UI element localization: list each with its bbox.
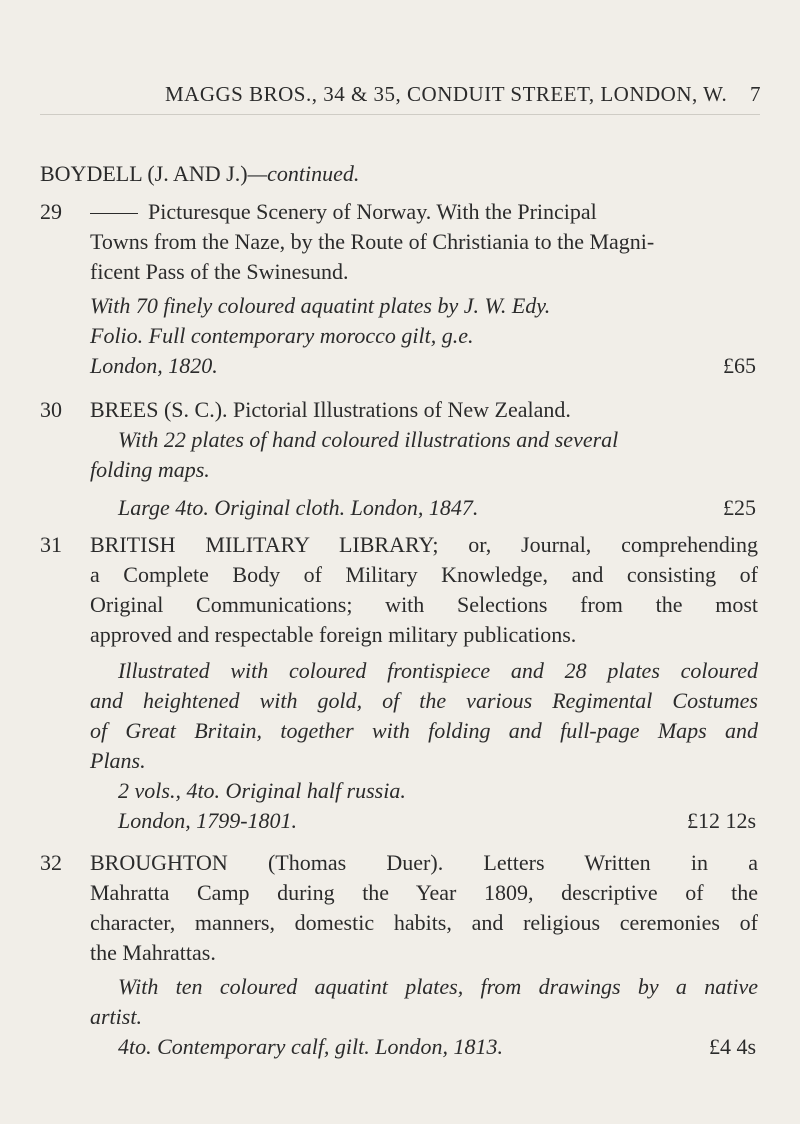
page-number: 7 (750, 82, 761, 106)
entry-number: 31 (40, 532, 62, 557)
entry-title-line: Towns from the Naze, by the Route of Christiania to the Magni- (90, 229, 655, 254)
entry-illustrations: and heightened with gold, of the various Regimental Costumes (90, 688, 758, 713)
entry-illustrations: With 70 finely coloured aquatint plates by J. W. Edy. (90, 293, 551, 318)
entry-title-line: approved and respectable foreign military publications. (90, 622, 577, 647)
section-continued: —continued. (247, 161, 360, 186)
entry-title-line: ficent Pass of the Swinesund. (90, 259, 349, 284)
entry-price: £12 12s (686, 808, 756, 833)
entry-price: £25 (723, 495, 756, 520)
section-heading (40, 161, 359, 187)
entry-illustrations: of Great Britain, together with folding and full-page Maps and (90, 718, 758, 743)
entry-imprint: London, 1820. (90, 353, 218, 378)
entry-title-line: a Complete Body of Military Knowledge, and consisting of (90, 562, 758, 587)
entry-illustrations: With 22 plates of hand coloured illustrations and several (118, 427, 619, 452)
entry-title-line: Picturesque Scenery of Norway. With the Principal (40, 197, 758, 227)
ditto-dash (90, 213, 138, 214)
entry-number: 29 (40, 199, 62, 224)
entry-imprint-line (90, 351, 758, 381)
header-title: MAGGS BROS., 34 & 35, CONDUIT STREET, LONDON, W. (165, 82, 728, 106)
entry-format: 4to. Contemporary calf, gilt. London, 1813. (118, 1034, 503, 1059)
entry-format: Folio. Full contemporary morocco gilt, g.e. (90, 323, 474, 348)
entry-imprint-line (90, 1032, 758, 1062)
entry-title-line: BROUGHTON (Thomas Duer). Letters Written in a (90, 850, 758, 875)
entry-title-line: Original Communications; with Selections from the most (90, 592, 758, 617)
header-rule (40, 114, 760, 115)
entry-illustrations: Plans. (90, 748, 146, 773)
entry-format: 2 vols., 4to. Original half russia. (118, 778, 406, 803)
entry-title-line: character, manners, domestic habits, and religious ceremonies of (90, 910, 758, 935)
entry-title-line: Mahratta Camp during the Year 1809, descriptive of the (90, 880, 758, 905)
entry-title-line: the Mahrattas. (90, 940, 216, 965)
entry-illustrations: artist. (90, 1004, 142, 1029)
running-header (0, 82, 800, 112)
entry-imprint: London, 1799-1801. (118, 808, 298, 833)
entry-illustrations: With ten coloured aquatint plates, from drawings by a native (118, 974, 758, 999)
entry-number: 32 (40, 850, 62, 875)
entry-imprint-line (90, 493, 758, 523)
entry-illustrations: folding maps. (90, 457, 210, 482)
entry-price: £65 (723, 353, 756, 378)
entry-title-line: BREES (S. C.). Pictorial Illustrations of New Zealand. (90, 397, 571, 422)
entry-title-line: BRITISH MILITARY LIBRARY; or, Journal, comprehending (90, 532, 758, 557)
entry-number: 30 (40, 397, 62, 422)
entry-format: Large 4to. Original cloth. London, 1847. (118, 495, 479, 520)
entry-price: £4 4s (708, 1034, 756, 1059)
entry-illustrations: Illustrated with coloured frontispiece and 28 plates coloured (118, 658, 758, 683)
entry-imprint-line (90, 806, 758, 836)
section-author: BOYDELL (J. AND J.) (40, 161, 248, 186)
